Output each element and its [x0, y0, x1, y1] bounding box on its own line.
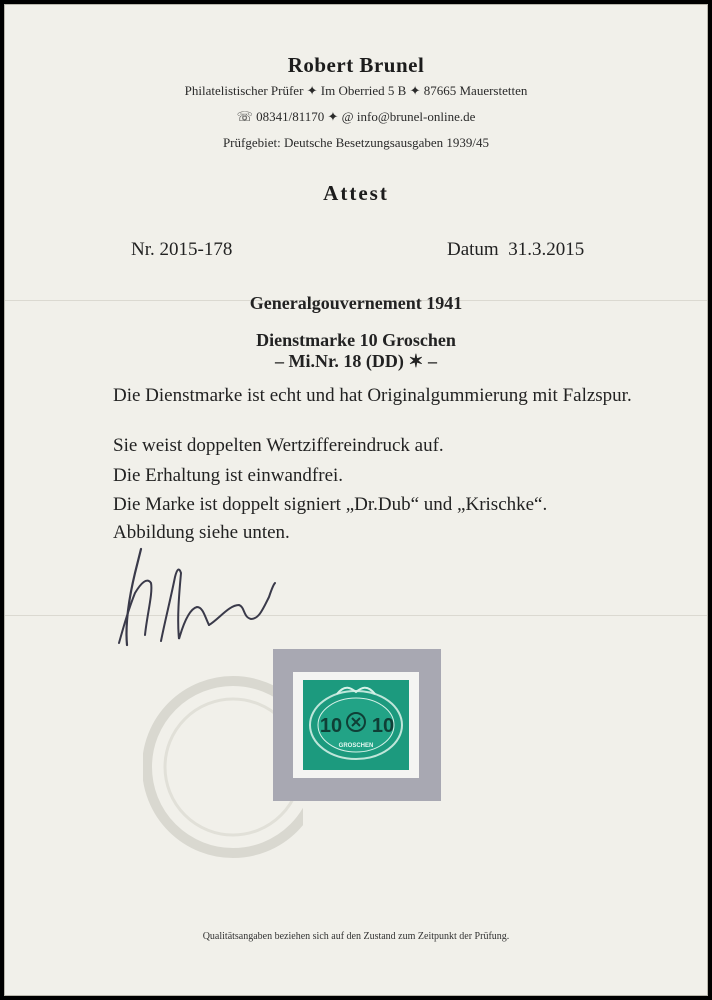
stamp-mount — [273, 649, 441, 801]
certificate-number: Nr. 2015-178 — [131, 239, 233, 260]
handwritten-signature — [105, 543, 305, 653]
statement-authenticity: Die Dienstmarke ist echt und hat Originalgummierung mit Falzspur. — [113, 385, 632, 406]
statement-condition: Die Erhaltung ist einwandfrei. — [113, 465, 344, 486]
footer-note: Qualitätsangaben beziehen sich auf den Zustand zum Zeitpunkt der Prüfung. — [202, 931, 510, 942]
examiner-contact: ☏ 08341/81170 ✦ @ info@brunel-online.de — [236, 109, 476, 124]
document-title: Attest — [323, 181, 389, 205]
examiner-address: Philatelistischer Prüfer ✦ Im Oberried 5 B ✦ 87665 Mauerstetten — [184, 83, 528, 98]
subject-stamp: Dienstmarke 10 Groschen — [256, 330, 456, 350]
examiner-name: Robert Brunel — [287, 53, 425, 77]
statement-double-print: Sie weist doppelten Wertziffereindruck auf. — [113, 435, 444, 456]
stamp-image — [293, 672, 419, 778]
stamp-value-left: 10 — [319, 715, 343, 737]
statement-illustration: Abbildung siehe unten. — [113, 522, 290, 543]
stamp-currency: GROSCHEN — [338, 743, 374, 749]
subject-catalog: – Mi.Nr. 18 (DD) ✶ – — [275, 351, 437, 371]
examiner-field: Prüfgebiet: Deutsche Besetzungsausgaben 1939/45 — [222, 135, 490, 150]
certificate-date: Datum 31.3.2015 — [447, 239, 585, 260]
certificate-page — [4, 4, 708, 996]
subject-area: Generalgouvernement 1941 — [249, 293, 463, 313]
statement-signatures: Die Marke ist doppelt signiert „Dr.Dub“ und „Krischke“. — [113, 494, 548, 515]
stamp-value-right: 10 — [371, 715, 395, 737]
